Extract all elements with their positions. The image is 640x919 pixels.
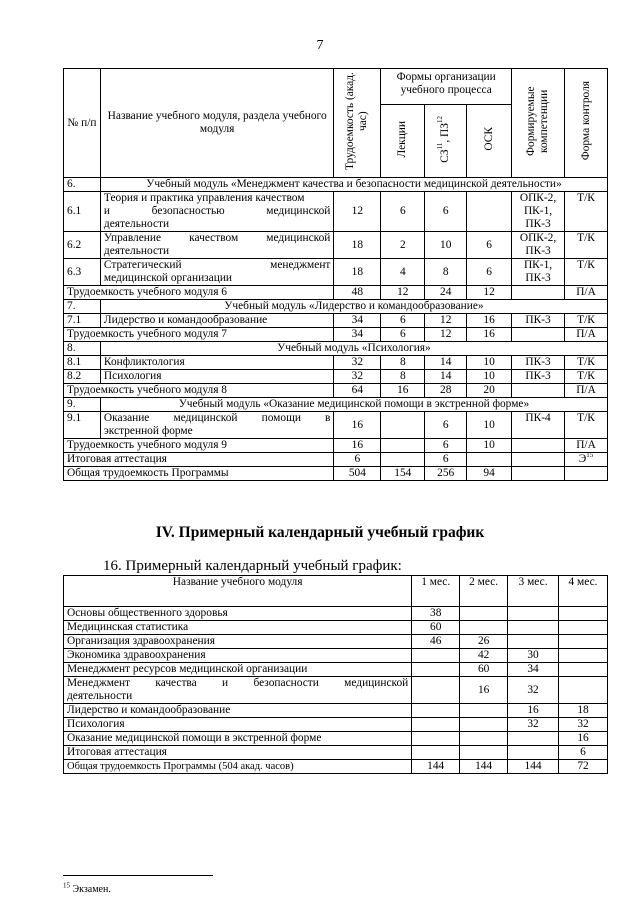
curriculum-table xyxy=(63,68,608,481)
subtotal-row: Трудоемкость учебного модуля 9 16 6 10 П/А xyxy=(64,439,608,453)
total-row: Общая трудоемкость Программы (504 акад. часов) 144 144 144 72 xyxy=(64,760,608,774)
table-row: Менеджмент качества и безопасности медицинской деятельности 16 32 xyxy=(64,677,608,704)
header-sz-pz: СЗ$^{11}$, ПЗ$^{12}$ xyxy=(425,104,467,177)
schedule-table xyxy=(63,575,608,774)
subtotal-row: Трудоемкость учебного модуля 6 48 12 24 12 П/А xyxy=(64,286,608,300)
module-title-row: 6. Учебный модуль «Менеджмент качества и безопасности медицинской деятельности» xyxy=(64,178,608,192)
subsection-heading: 16. Примерный календарный учебный график: xyxy=(103,558,402,574)
table-row: 9.1 Оказание медицинской помощи в экстренной форме 16 6 10 ПК-4 Т/К xyxy=(64,412,608,439)
header-month-2: 2 мес. xyxy=(460,576,508,607)
table-row: 6.2 Управление качеством медицинской деятельности 18 2 10 6 ОПК-2, ПК-3 Т/К xyxy=(64,232,608,259)
header-forms-group: Формы организации учебного процесса xyxy=(381,69,512,105)
table-row: Психология 32 32 xyxy=(64,718,608,732)
header-osk: ОСК xyxy=(467,104,512,177)
footnote-divider xyxy=(63,875,213,876)
section-heading: IV. Примерный календарный учебный график xyxy=(155,524,485,541)
table-row: 6.1 Теория и практика управления качеством и безопасностью медицинской деятельности 12 6 6 ОПК-2, ПК-1, ПК-3 Т/К xyxy=(64,192,608,232)
header-control: Форма контроля xyxy=(565,69,608,178)
table-row: 8.1 Конфликтология 32 8 14 10 ПК-3 Т/К xyxy=(64,356,608,370)
footnote: $^{15}$ Экзамен. xyxy=(63,881,111,895)
final-attestation-row: Итоговая аттестация 6 6 $Э^{15}$ xyxy=(64,453,608,467)
header-lectures: Лекции xyxy=(381,104,425,177)
table-row: 7.1 Лидерство и командообразование 34 6 12 16 ПК-3 Т/К xyxy=(64,314,608,328)
table-row: Основы общественного здоровья 38 xyxy=(64,607,608,621)
total-row: Общая трудоемкость Программы 504 154 256 94 xyxy=(64,467,608,481)
header-month-4: 4 мес. xyxy=(559,576,608,607)
exam-cell: $Э^{15}$ xyxy=(565,453,608,467)
row-name: Управление качеством медицинской деятельности xyxy=(100,232,333,259)
subtotal-row: Трудоемкость учебного модуля 7 34 6 12 16 П/А xyxy=(64,328,608,342)
table-row: Менеджмент ресурсов медицинской организации 60 34 xyxy=(64,663,608,677)
header-competencies: Формируемые компетенции xyxy=(512,69,565,178)
row-name: Теория и практика управления качеством и безопасностью медицинской деятельности xyxy=(100,192,333,232)
table-row: Лидерство и командообразование 16 18 xyxy=(64,704,608,718)
row-name: Стратегический менеджмент медицинской организации xyxy=(100,259,333,286)
table-row: Оказание медицинской помощи в экстренной форме 16 xyxy=(64,732,608,746)
header-month-3: 3 мес. xyxy=(508,576,559,607)
module-title-row: 7. Учебный модуль «Лидерство и командообразование» xyxy=(64,300,608,314)
row-name: Оказание медицинской помощи в экстренной форме xyxy=(100,412,333,439)
table-row: Медицинская статистика 60 xyxy=(64,621,608,635)
header-module-name: Название учебного модуля xyxy=(64,576,412,607)
header-month-1: 1 мес. xyxy=(412,576,460,607)
header-num: № п/п xyxy=(64,69,101,178)
table-row: Итоговая аттестация 6 xyxy=(64,746,608,760)
module-title-row: 9. Учебный модуль «Оказание медицинской помощи в экстренной форме» xyxy=(64,398,608,412)
row-name: Менеджмент качества и безопасности медицинской деятельности xyxy=(64,677,412,704)
page-number: 7 xyxy=(316,38,324,53)
module-title-row: 8. Учебный модуль «Психология» xyxy=(64,342,608,356)
subtotal-row: Трудоемкость учебного модуля 8 64 16 28 20 П/А xyxy=(64,384,608,398)
table-row: 8.2 Психология 32 8 14 10 ПК-3 Т/К xyxy=(64,370,608,384)
table-row: 6.3 Стратегический менеджмент медицинской организации 18 4 8 6 ПК-1, ПК-3 Т/К xyxy=(64,259,608,286)
header-labor: Трудоемкость (акад. час) xyxy=(334,69,381,178)
table-row: Организация здравоохранения 46 26 xyxy=(64,635,608,649)
header-module-name: Название учебного модуля, раздела учебного модуля xyxy=(100,69,333,178)
table-row: Экономика здравоохранения 42 30 xyxy=(64,649,608,663)
